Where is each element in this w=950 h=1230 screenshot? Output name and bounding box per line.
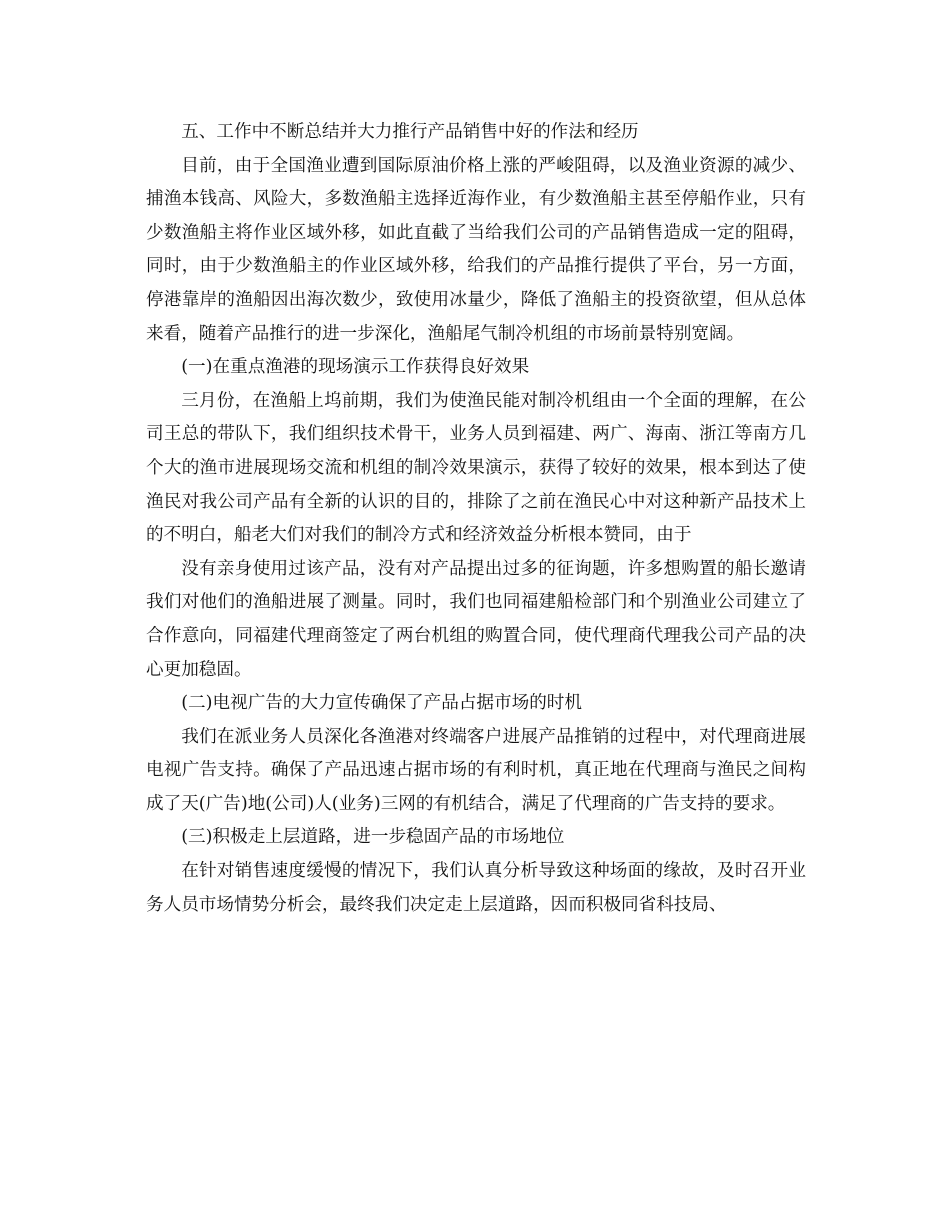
subsection-heading-three: (三)积极走上层道路，进一步稳固产品的市场地位 bbox=[181, 827, 565, 848]
body-paragraph: 目前，由于全国渔业遭到国际原油价格上涨的严峻阻碍，以及渔业资源的减少、捕渔本钱高、风险大，多数渔船主选择近海作业，有少数渔船主甚至停船作业，只有少数渔船主将作业区域外移，如此直截了当给我们公司的产品销售造成一定的阻碍，同时，由于少数渔船主的作业区域外移，给我们的产品推行提供了平台，另一方面，停港靠岸的渔船因出海次数少，致使用冰量少，降低了渔船主的投资欲望，但从总体来看，随着产品推行的进一步深化，渔船尾气制冷机组的市场前景特别宽阔。 bbox=[146, 155, 806, 344]
subsection-heading-two: (二)电视广告的大力宣传确保了产品占据市场的时机 bbox=[181, 693, 582, 714]
section-heading-five: 五、工作中不断总结并大力推行产品销售中好的作法和经历 bbox=[181, 122, 639, 142]
document-body bbox=[146, 116, 806, 922]
body-paragraph: 在针对销售速度缓慢的情况下，我们认真分析导致这种场面的缘故，及时召开业务人员市场情势分析会，最终我们决定走上层道路，因而积极同省科技局、 bbox=[146, 861, 806, 915]
subsection-heading-one: (一)在重点渔港的现场演示工作获得良好效果 bbox=[181, 357, 530, 378]
body-paragraph: 我们在派业务人员深化各渔港对终端客户进展产品推销的过程中，对代理商进展电视广告支持。确保了产品迅速占据市场的有利时机，真正地在代理商与渔民之间构成了天(广告)地(公司)人(业务)三网的有机结合，满足了代理商的广告支持的要求。 bbox=[146, 726, 806, 814]
body-paragraph: 三月份，在渔船上坞前期，我们为使渔民能对制冷机组由一个全面的理解，在公司王总的带队下，我们组织技术骨干，业务人员到福建、两广、海南、浙江等南方几个大的渔市进展现场交流和机组的制冷效果演示，获得了较好的效果，根本到达了使渔民对我公司产品有全新的认识的目的，排除了之前在渔民心中对这种新产品技术上的不明白，船老大们对我们的制冷方式和经济效益分析根本赞同，由于 bbox=[146, 390, 806, 546]
body-paragraph: 没有亲身使用过该产品，没有对产品提出过多的征询题，许多想购置的船长邀请我们对他们的渔船进展了测量。同时，我们也同福建船检部门和个别渔业公司建立了合作意向，同福建代理商签定了两台机组的购置合同，使代理商代理我公司产品的决心更加稳固。 bbox=[146, 558, 806, 680]
